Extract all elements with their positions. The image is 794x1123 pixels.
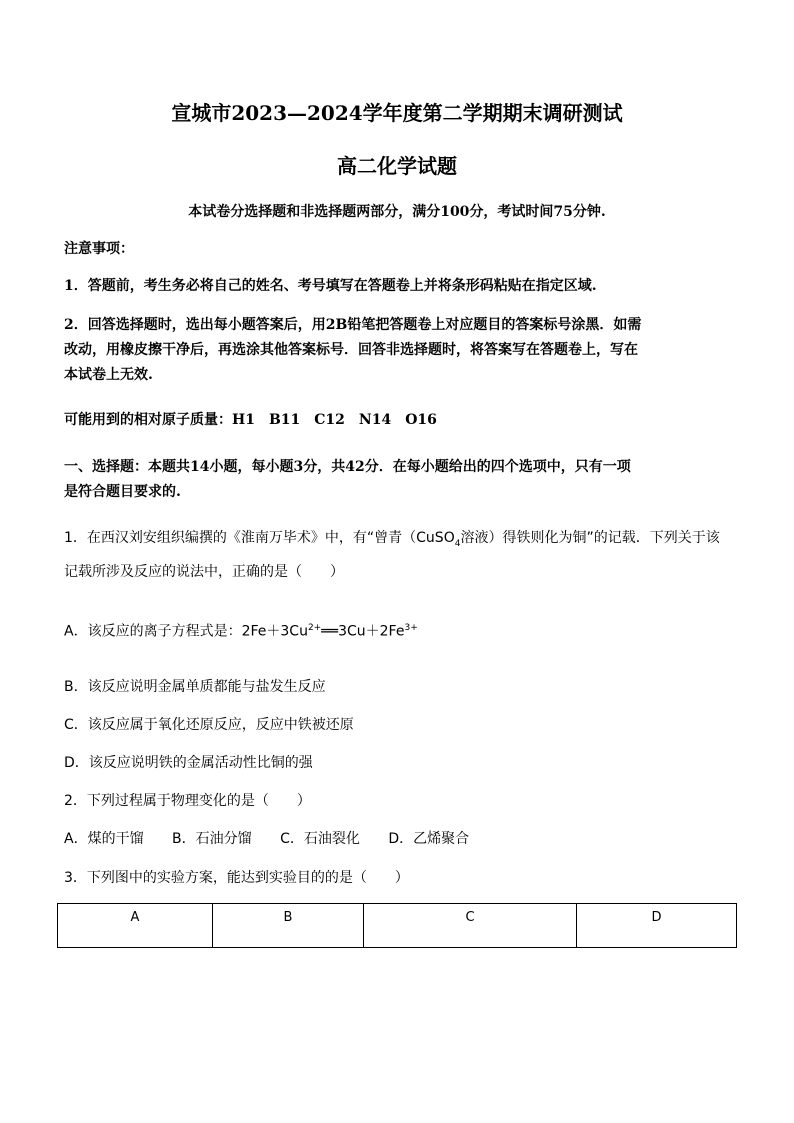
q1-option-a-charge-1: 2+ [307, 623, 322, 633]
q1-option-d: D．该反应说明铁的金属活动性比铜的强 [64, 755, 313, 771]
note-item-2-line-1: 2．回答选择题时，选出每小题答案后，用2B铅笔把答题卷上对应题目的答案标号涂黑．如需 [64, 317, 642, 333]
atomic-mass-line: 可能用到的相对原子质量：H1 B11 C12 N14 O16 [64, 412, 437, 428]
exam-intro: 本试卷分选择题和非选择题两部分，满分100分，考试时间75分钟. [188, 204, 606, 220]
exam-title: 宣城市2023—2024学年度第二学期期末调研测试 [171, 101, 623, 125]
section-1-line-1: 一、选择题：本题共14小题，每小题3分，共42分．在每小题给出的四个选项中，只有一项 [64, 459, 631, 475]
note-item-1: 1．答题前，考生务必将自己的姓名、考号填写在答题卷上并将条形码粘贴在指定区域. [64, 278, 597, 294]
question-3-stem: 3．下列图中的实验方案，能达到实验目的的是（ ） [64, 870, 409, 886]
question-1-stem-line-2: 记载所涉及反应的说法中，正确的是（ ） [64, 564, 344, 580]
q1-option-a-prefix: A．该反应的离子方程式是：2Fe＋3Cu [64, 623, 308, 640]
q3-header-c: C [364, 904, 577, 948]
exam-subtitle: 高二化学试题 [337, 154, 457, 178]
notes-heading: 注意事项： [64, 241, 134, 257]
q1-subscript: 4 [454, 538, 461, 549]
question-2-stem: 2．下列过程属于物理变化的是（ ） [64, 793, 311, 809]
q2-choice-b: B．石油分馏 [172, 831, 252, 847]
q1-option-a-charge-2: 3+ [404, 623, 418, 633]
q1-option-b: B．该反应说明金属单质都能与盐发生反应 [64, 679, 326, 695]
q3-header-b: B [213, 904, 364, 948]
note-item-2-line-3: 本试卷上无效. [64, 367, 153, 383]
note-item-2-line-2: 改动，用橡皮擦干净后，再选涂其他答案标号．回答非选择题时，将答案写在答题卷上，写在 [64, 342, 638, 358]
section-1-line-2: 是符合题目要求的. [64, 484, 181, 500]
q2-choice-d: D．乙烯聚合 [388, 831, 470, 847]
q3-options-table [57, 903, 737, 948]
q1-option-a [64, 616, 736, 644]
q1-option-c: C．该反应属于氧化还原反应，反应中铁被还原 [64, 717, 354, 733]
q1-text-a: 1．在西汉刘安组织编撰的《淮南万毕术》中，有“曾青（CuSO [64, 530, 455, 546]
table-row [58, 904, 737, 948]
question-1-stem [64, 526, 736, 556]
q2-choice-a: A．煤的干馏 [64, 831, 144, 847]
q3-header-d: D [577, 904, 737, 948]
q2-choices [64, 827, 736, 851]
q3-header-a: A [58, 904, 213, 948]
q1-text-b: 溶液）得铁则化为铜”的记载．下列关于该 [460, 530, 720, 546]
q2-choice-c: C．石油裂化 [280, 831, 360, 847]
q1-option-a-mid: ══3Cu＋2Fe [321, 623, 405, 640]
